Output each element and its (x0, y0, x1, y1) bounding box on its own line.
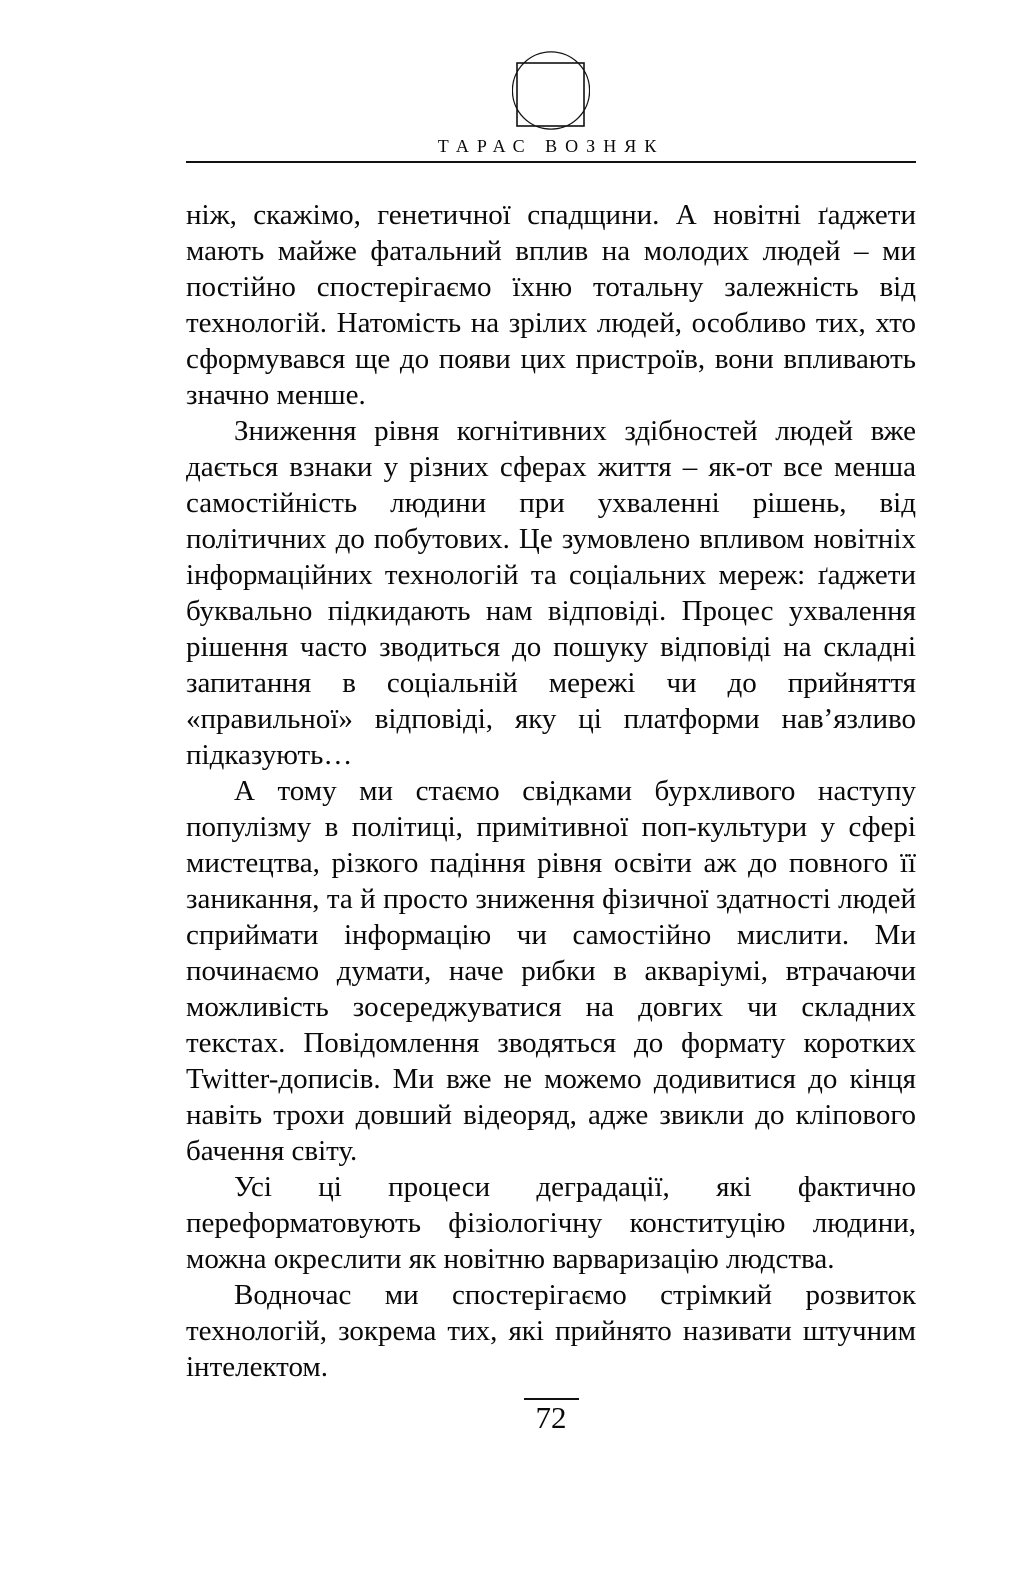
page-footer (186, 1398, 916, 1435)
body-paragraph: Водночас ми спостерігаємо стрімкий розвиток технологій, зокрема тих, які прийнято називати штучним інтелектом. (186, 1279, 916, 1383)
publisher-emblem (186, 50, 916, 130)
running-header-author: ТАРАС ВОЗНЯК (437, 136, 665, 156)
body-paragraph: ніж, скажімо, генетичної спадщини. А новітні ґаджети мають майже фатальний вплив на молодих людей – ми постійно спостерігаємо їхню тотальну залежність від технологій. Натомість на зрілих людей, особливо тих, хто сформувався ще до появи цих пристроїв, вони впливають значно менше. (186, 199, 916, 411)
body-paragraph: Усі ці процеси деградації, які фактично переформатовують фізіологічну конституцію людини, можна окреслити як новітню варваризацію людства. (186, 1171, 916, 1275)
page-content (186, 0, 916, 1385)
body-text (186, 197, 916, 1385)
body-paragraph: Зниження рівня когнітивних здібностей людей вже дається взнаки у різних сферах життя – як-от все менша самостійність людини при ухваленні рішень, від політичних до побутових. Це зумовлено впливом новітніх інформаційних технологій та соціальних мереж: ґаджети буквально підкидають нам відповіді. Процес ухвалення рішення часто зводиться до пошуку відповіді на складні запитання в соціальній мережі чи до прийняття «правильної» відповіді, яку ці платформи нав’язливо підказують… (186, 415, 916, 771)
body-paragraph: А тому ми стаємо свідками бурхливого наступу популізму в політиці, примітивної поп-культури у сфері мистецтва, різкого падіння рівня освіти аж до повного її заникання, та й просто зниження фізичної здатності людей сприймати інформацію чи самостійно мислити. Ми починаємо думати, наче рибки в акваріумі, втрачаючи можливість зосереджуватися на довгих чи складних текстах. Повідомлення зводяться до формату коротких Twitter-дописів. Ми вже не можемо додивитися до кінця навіть трохи довший відеоряд, адже звикли до кліпового бачення світу. (186, 775, 916, 1167)
square-circle-icon (512, 118, 590, 135)
header-rule (186, 161, 916, 163)
page-number: 72 (524, 1398, 579, 1435)
